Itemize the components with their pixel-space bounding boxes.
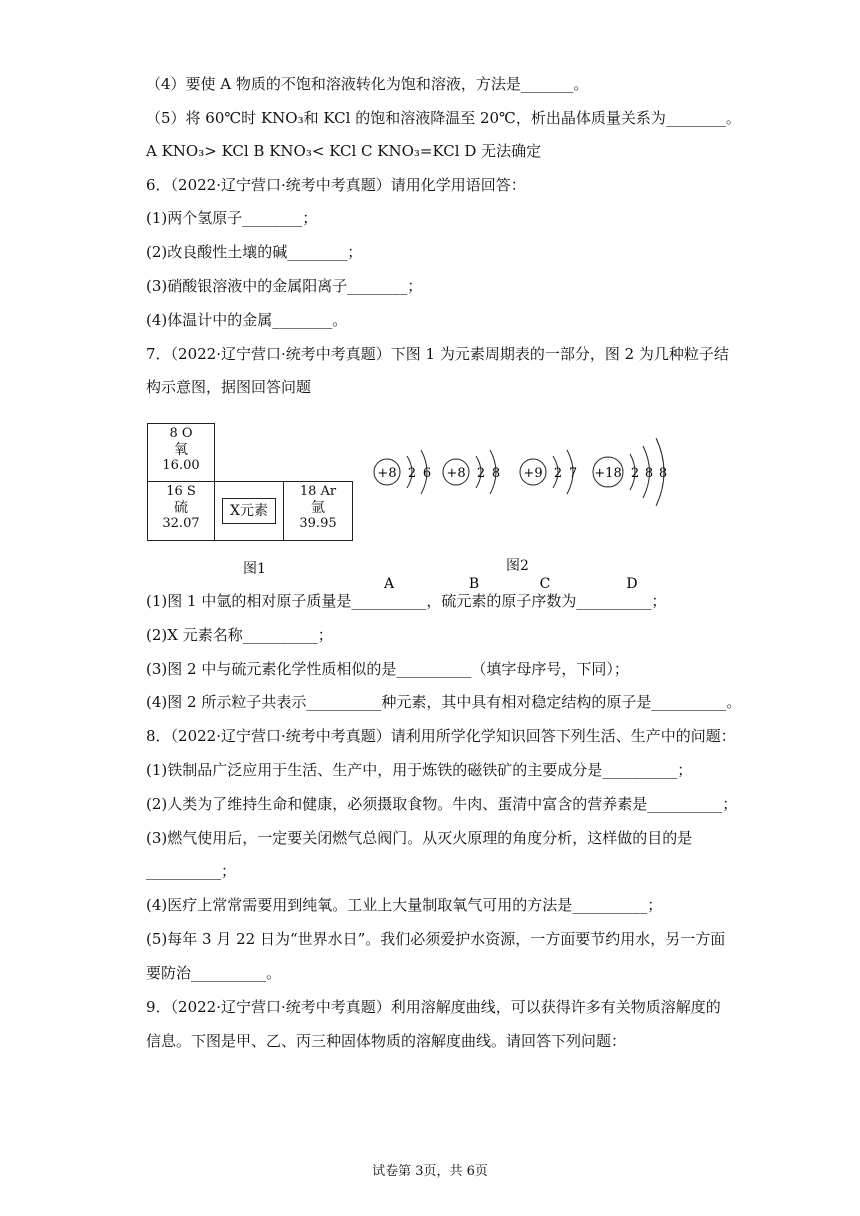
shell-electrons: 2 bbox=[630, 466, 640, 481]
text-line: (4)体温计中的金属________。 bbox=[146, 311, 348, 329]
element-name: 氩 bbox=[311, 500, 325, 516]
nucleus-charge: +18 bbox=[594, 466, 622, 481]
element-mass: 39.95 bbox=[299, 516, 337, 531]
text-line: （4）要使 A 物质的不饱和溶液转化为饱和溶液，方法是_______。 bbox=[146, 75, 589, 93]
shell-electrons: 8 bbox=[491, 466, 501, 481]
atom-a bbox=[374, 450, 431, 592]
text-line: (3)图 2 中与硫元素化学性质相似的是__________（填字母序号，下同）； bbox=[146, 660, 629, 678]
text-line: (1)两个氢原子________； bbox=[146, 209, 318, 227]
shell-electrons: 2 bbox=[553, 466, 563, 481]
element-cell-x-outer bbox=[214, 481, 284, 541]
shell-electrons: 2 bbox=[407, 466, 417, 481]
question-7-title: 7．（2022·辽宁营口·统考中考真题）下图 1 为元素周期表的一部分，图 2 为几种粒子结 bbox=[146, 345, 729, 363]
element-number-symbol: 8 O bbox=[169, 426, 193, 441]
question-6-title: 6．（2022·辽宁营口·统考中考真题）请用化学用语回答： bbox=[146, 176, 526, 194]
nucleus-charge: +8 bbox=[377, 466, 397, 481]
figure-2-caption: 图2 bbox=[506, 558, 529, 574]
atom-d bbox=[593, 438, 667, 592]
shell-electrons: 8 bbox=[644, 466, 654, 481]
element-x-box: X元素 bbox=[222, 498, 276, 524]
text-line: __________； bbox=[146, 862, 237, 880]
element-name: 硫 bbox=[174, 500, 188, 516]
text-line: A KNO₃> KCl B KNO₃< KCl C KNO₃=KCl D 无法确定 bbox=[146, 142, 542, 160]
text-line: (1)铁制品广泛应用于生活、生产中，用于炼铁的磁铁矿的主要成分是__________； bbox=[146, 761, 693, 779]
element-mass: 32.07 bbox=[162, 516, 200, 531]
text-line: （5）将 60℃时 KNO₃和 KCl 的饱和溶液降温至 20℃，析出晶体质量关系为________。 bbox=[146, 109, 741, 127]
element-cell-oxygen bbox=[147, 423, 215, 482]
atom-label: B bbox=[468, 576, 480, 592]
shell-electrons: 6 bbox=[422, 466, 432, 481]
shell-electrons: 8 bbox=[658, 466, 668, 481]
shell-electrons: 2 bbox=[476, 466, 486, 481]
element-cell-sulfur bbox=[147, 481, 215, 541]
text-line: (2)人类为了维持生命和健康，必须摄取食物。牛肉、蛋清中富含的营养素是__________； bbox=[146, 795, 738, 813]
text-line: (3)燃气使用后，一定要关闭燃气总阀门。从灭火原理的角度分析，这样做的目的是 bbox=[146, 829, 693, 847]
text-line: 要防治__________。 bbox=[146, 964, 282, 982]
atom-label: C bbox=[539, 576, 551, 592]
question-8-title: 8．（2022·辽宁营口·统考中考真题）请利用所学化学知识回答下列生活、生产中的问题： bbox=[146, 727, 736, 745]
text-line: 信息。下图是甲、乙、丙三种固体物质的溶解度曲线。请回答下列问题： bbox=[146, 1032, 627, 1050]
text-line: (4)医疗上常常需要用到纯氧。工业上大量制取氧气可用的方法是__________； bbox=[146, 896, 663, 914]
text-line: (3)硝酸银溶液中的金属阳离子________； bbox=[146, 277, 423, 295]
element-number-symbol: 18 Ar bbox=[299, 484, 337, 499]
text-line: (4)图 2 所示粒子共表示__________种元素，其中具有相对稳定结构的原子是__________。 bbox=[146, 693, 742, 711]
element-name: 氧 bbox=[174, 442, 188, 458]
page-footer: 试卷第 3页，共 6页 bbox=[372, 1164, 488, 1179]
element-number-symbol: 16 S bbox=[166, 484, 196, 499]
text-line: 构示意图，据图回答问题 bbox=[146, 378, 312, 396]
text-line: (1)图 1 中氩的相对原子质量是__________，硫元素的原子序数为__________； bbox=[146, 592, 667, 610]
text-line: (2)X 元素名称__________； bbox=[146, 626, 333, 644]
element-mass: 16.00 bbox=[162, 458, 200, 473]
atom-b bbox=[443, 450, 500, 592]
question-9-title: 9．（2022·辽宁营口·统考中考真题）利用溶解度曲线，可以获得许多有关物质溶解度的 bbox=[146, 998, 721, 1016]
atom-label: D bbox=[626, 576, 638, 592]
nucleus-charge: +9 bbox=[523, 466, 543, 481]
text-line: (2)改良酸性土壤的碱________； bbox=[146, 243, 363, 261]
figure-1-caption: 图1 bbox=[243, 561, 266, 577]
atom-label: A bbox=[383, 576, 395, 592]
shell-electrons: 7 bbox=[568, 466, 578, 481]
element-cell-argon bbox=[283, 481, 353, 541]
nucleus-charge: +8 bbox=[446, 466, 466, 481]
text-line: (5)每年 3 月 22 日为“世界水日”。我们必须爱护水资源，一方面要节约用水，另一方面 bbox=[146, 930, 726, 948]
figure-1-periodic-table bbox=[147, 423, 353, 541]
